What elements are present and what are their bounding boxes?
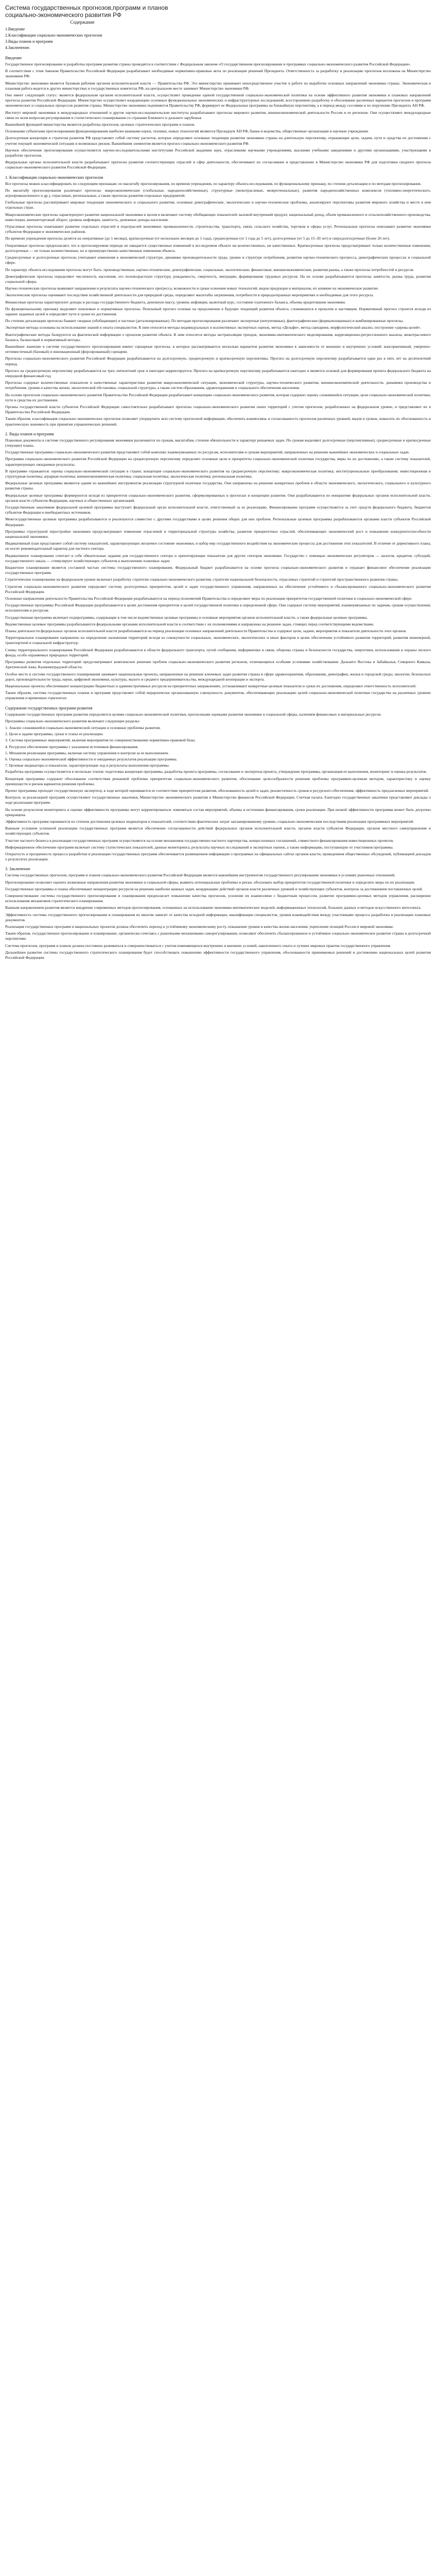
paragraph: Индикативное планирование сочетает в себе обязательные задания для государственного сектора и ориентирующие показатели для других секторов экономики. Государство с помощью экономических регуляторов — налогов, кредитов, субсидий, государственного заказа — стимулирует хозяйствующих субъектов к выполнению плановых задач.: [5, 553, 431, 563]
table-of-contents: [5, 26, 431, 51]
paragraph: Важным направлением развития является внедрение современных методов прогнозирования, основанных на использовании экономико-математических моделей, информационных технологий, больших данных и методов искусственного интеллекта.: [5, 905, 422, 910]
paragraph: Индикативный план представляет собой систему показателей, характеризующих желаемое состояние экономики, и набор мер государственного воздействия на экономические процессы для достижения этих показателей. В отличие от директивного плана, он носит рекомендательный характер для частного сектора.: [5, 541, 431, 551]
section-heading: 1. Классификация социально-экономических прогнозов: [5, 175, 103, 180]
paragraph: По степени детализации прогнозы бывают сводные (обобщающие) и частные (детализированные). По методам прогнозирования различают экспертные (интуитивные), фактографические (формализованные) и комбинированные прогнозы.: [5, 318, 404, 324]
paragraph: Содержание государственных программ развития определяется целями социально-экономической политики, прогнозными оценками развития экономики и социальной сферы, наличием финансовых и материальных ресурсов.: [5, 711, 382, 717]
paragraph: 7. Целевые индикаторы и показатели, характеризующие ход и результаты выполнения программы.: [5, 763, 170, 768]
toc-item[interactable]: 3.Виды планов и программ: [5, 39, 53, 44]
paragraph: Прогнозирование позволяет оценить возможные направления развития экономики и социальной сферы, выявить потенциальные проблемы и риски, обосновать выбор приоритетов государственной политики и определить меры по их реализации.: [5, 879, 415, 885]
paragraph: Государственная программа включает подпрограммы, содержащие в том числе ведомственные целевые программы и основные мероприятия органов исполнительной власти, а также федеральные целевые программы.: [5, 615, 368, 620]
paragraph: Важным условием успешной реализации государственных программ является обеспечение согласованности действий федеральных органов исполнительной власти, органов власти субъектов Федерации, органов местного самоуправления и хозяйствующих субъектов.: [5, 826, 431, 836]
paragraph: Макроэкономические прогнозы характеризуют развитие национальной экономики в целом и включают систему обобщающих показателей: валовой внутренний продукт, национальный доход, объем промышленного и сельскохозяйственного производства, инвестиции, внешнеторговый оборот, уровень инфляции, занятость, денежные доходы населения.: [5, 212, 431, 222]
paragraph: Проект программы проходит государственную экспертизу, в ходе которой оцениваются ее соответствие приоритетам развития, обоснованность целей и задач, реалистичность сроков и ресурсного обеспечения, эффективность предлагаемых мероприятий.: [5, 788, 429, 793]
paragraph: Важнейшей функцией министерства является разработка прогнозов, целевых стратегических программ и планов.: [5, 122, 195, 127]
section-heading: Содержание государственных программ развития: [5, 705, 93, 710]
document-section: [5, 175, 431, 427]
paragraph: 1. Анализ сложившейся социально-экономической ситуации и основные проблемы развития.: [5, 725, 161, 730]
paragraph: Государственные программы социально-экономического развития представляют собой комплекс взаимоувязанных по ресурсам, исполнителям и срокам мероприятий, направленных на решение важнейших экономических и социальных задач.: [5, 450, 410, 455]
paragraph: Государственные программы Российской Федерации разрабатываются в целях достижения приоритетов и целей государственной политики в определенной сфере. Они содержат систему мероприятий, взаимоувязанных по задачам, срокам осуществления, исполнителям и ресурсам.: [5, 603, 431, 613]
paragraph: Федеральные целевые программы являются одним из важнейших инструментов реализации структурной политики государства. Они направлены на решение конкретных проблем в области экономического, экологического, социального и культурного развития страны.: [5, 481, 431, 491]
paragraph: Научное обеспечение прогнозирования осуществляется научно-исследовательскими институтами Российской академии наук, отраслевыми научными учреждениями, высшими учебными заведениями и другими организациями, участвующими в разработке прогнозов.: [5, 147, 431, 158]
paragraph: Планы деятельности федеральных органов исполнительной власти разрабатываются на период реализации основных направлений деятельности Правительства и содержат цели, задачи, мероприятия и показатели деятельности этих органов.: [5, 629, 407, 634]
paragraph: Все прогнозы можно классифицировать по следующим признакам: по масштабу прогнозирования, по времени упреждения, по характеру объекта исследования, по функциональному признаку, по степени детализации и по методам прогнозирования.: [5, 181, 422, 186]
paragraph: 2. Цели и задачи программы, сроки и этапы ее реализации.: [5, 732, 103, 737]
paragraph: Национальные проекты обеспечивают концентрацию бюджетных и административных ресурсов на приоритетных направлениях, устанавливают конкретные целевые показатели и сроки их достижения, определяют ответственность исполнителей.: [5, 683, 417, 688]
toc-item[interactable]: 2.Классификация социально-экономических прогнозов: [5, 33, 102, 38]
paragraph: Основные направления деятельности Правительства Российской Федерации разрабатываются на период полномочий Правительства и определяют меры по реализации приоритетов государственной политики в социально-экономической сфере.: [5, 596, 412, 601]
paragraph: На основе результатов мониторинга и оценки эффективности программы могут корректироваться: изменяться состав мероприятий, объемы и источники финансирования, сроки реализации. При низкой эффективности программа может быть досрочно прекращена.: [5, 807, 431, 817]
document-section: [5, 431, 431, 701]
paragraph: Органы государственной власти субъектов Российской Федерации самостоятельно разрабатывают прогнозы социально-экономического развития своих территорий с учетом прогнозов, разработанных на федеральном уровне, и представляют их в Правительство Российской Федерации.: [5, 404, 431, 415]
paragraph: Контроль за реализацией программ осуществляют государственные заказчики, Министерство экономического развития и Министерство финансов Российской Федерации, Счетная палата. Ежегодно государственные заказчики представляют доклады о ходе реализации программ.: [5, 795, 431, 805]
paragraph: Таким образом, классификация социально-экономических прогнозов позволяет упорядочить всю систему прогнозной информации, обеспечить взаимосвязь и согласованность прогнозов различных уровней, видов и сроков, повысить их обоснованность и практическую значимость при принятии управленческих решений.: [5, 416, 431, 427]
paragraph: Стратегическое планирование на федеральном уровне включает разработку стратегии социально-экономического развития, стратегии национальной безопасности, отраслевых стратегий и стратегий пространственного развития страны.: [5, 577, 398, 582]
document-title: Система государственных прогнозов,программ и планов социально-экономического развития РФ: [5, 4, 168, 19]
paragraph: На основе прогнозов социально-экономического развития Правительство Российской Федерации разрабатывает концепцию социально-экономического развития, которая содержит оценку сложившейся ситуации, цели социально-экономической политики, пути и средства их достижения.: [5, 392, 431, 402]
document-section: [5, 55, 431, 171]
paragraph: В программе отражаются: оценка социально-экономической ситуации в стране; концепция социально-экономического развития на среднесрочную перспективу; макроэкономическая политика; институциональные преобразования; инвестиционная и структурная политика; аграрная политика; внешнеэкономическая политика; социальная политика; экологическая политика; региональная политика.: [5, 468, 431, 479]
paragraph: Программы структурной перестройки экономики предусматривают изменение отраслевой и территориальной структуры хозяйства, развитие приоритетных отраслей, обеспечивающих экономический рост и повышение конкурентоспособности национальной экономики.: [5, 529, 431, 539]
paragraph: Стратегия социально-экономического развития определяет систему долгосрочных приоритетов, целей и задач государственного управления, направленных на обеспечение устойчивого и сбалансированного социально-экономического развития Российской Федерации.: [5, 584, 431, 594]
paragraph: Прогнозы содержат количественные показатели и качественные характеристики развития макроэкономической ситуации, экономической структуры, научно-технического развития, внешнеэкономической деятельности, динамики производства и потребления, уровня и качества жизни, экологической обстановки, социальной структуры, а также систем образования, здравоохранения и социального обеспечения населения.: [5, 380, 431, 391]
paragraph: Программы развития отдельных территорий предусматривают комплексное решение проблем социально-экономического развития регионов, отличающихся особыми условиями хозяйствования: Дальнего Востока и Забайкалья, Северного Кавказа, Арктической зоны, Калининградской области.: [5, 659, 431, 670]
paragraph: По функциональному признаку выделяют поисковые и нормативные прогнозы. Поисковый прогноз основан на продолжении в будущее тенденций развития объекта, сложившихся в прошлом и настоящем. Нормативный прогноз строится исходя из заранее заданных целей и определяет пути и сроки их достижения.: [5, 306, 431, 316]
paragraph: Реализация государственных программ и национальных проектов должна обеспечить переход к устойчивому экономическому росту, повышение уровня и качества жизни населения, укрепление позиций России в мировой экономике.: [5, 924, 394, 929]
paragraph: По времени упреждения прогнозы делятся на оперативные (до 1 месяца), краткосрочные (от нескольких месяцев до 1 года), среднесрочные (от 1 года до 5 лет), долгосрочные (от 5 до 15–20 лет) и сверхдолгосрочные (более 20 лет).: [5, 236, 390, 241]
paragraph: Разработка программы осуществляется в несколько этапов: подготовка концепции программы, разработка проекта программы, согласование и экспертиза проекта, утверждение программы, организация ее выполнения, мониторинг и оценка результатов.: [5, 769, 427, 774]
section-heading: Введение: [5, 56, 22, 60]
paragraph: Таким образом, государственное прогнозирование и планирование, органически сочетаясь с рыночными механизмами саморегулирования, позволяют обеспечить сбалансированное и устойчивое социально-экономическое развитие страны в долгосрочной перспективе.: [5, 931, 431, 941]
section-heading: 2. Виды планов и программ: [5, 431, 54, 436]
paragraph: Отраслевые прогнозы охватывают развитие отдельных отраслей и подотраслей экономики: промышленности, строительства, транспорта, связи, сельского хозяйства, торговли и сферы услуг. Региональные прогнозы описывают развитие экономики субъектов Федерации и экономических районов.: [5, 224, 431, 234]
paragraph: Совершенствование системы государственного прогнозирования и планирования предполагает повышение качества прогнозов, усиление их взаимосвязи с бюджетным процессом, развитие программно-целевых методов управления, расширение использования механизмов стратегического планирования.: [5, 893, 431, 904]
paragraph: Таким образом, система государственных планов и программ представляет собой иерархически организованную совокупность документов, обеспечивающих реализацию целей социально-экономической политики государства на различных уровнях управления и временных горизонтах.: [5, 690, 431, 701]
paragraph: Фактографические методы базируются на фактической информации о прошлом развитии объекта. К ним относятся методы экстраполяции трендов, экономико-математического моделирования, корреляционно-регрессионного анализа, межотраслевого баланса, балансовый и нормативный методы.: [5, 332, 431, 342]
paragraph: Межгосударственные целевые программы разрабатываются и реализуются совместно с другими государствами в целях решения общих для них проблем. Региональные целевые программы разрабатываются органами власти субъектов Российской Федерации.: [5, 517, 431, 527]
toc-heading: Содержание: [70, 20, 95, 25]
paragraph: Основными субъектами прогнозирования функционирования наиболее важными науки, техники, новых технологий являются Президиум АН РФ, банки и ведомства, общественные организации и научные учреждения.: [5, 129, 369, 134]
paragraph: Концепция программы содержит обоснование соответствия решаемой проблемы приоритетам социально-экономического развития, обоснование целесообразности решения проблемы программно-целевым методом, характеристику и оценку преимуществ и рисков вариантов решения проблемы.: [5, 776, 431, 786]
paragraph: Программы социально-экономического развития включают следующие разделы:: [5, 718, 140, 723]
paragraph: Схемы территориального планирования Российской Федерации разрабатываются в области федерального транспорта, путей сообщения, информатики и связи, обороны страны и безопасности государства, энергетики, использования и охраны лесного фонда, особо охраняемых природных территорий.: [5, 647, 431, 657]
paragraph: Демографические прогнозы определяют численность населения, его половозрастную структуру, рождаемость, смертность, миграцию, формирование трудовых ресурсов. На их основе разрабатываются прогнозы занятости, рынка труда, развития социальной сферы.: [5, 274, 431, 284]
paragraph: Плановые документы в системе государственного регулирования экономики различаются по срокам, масштабам, степени обязательности и характеру решаемых задач. По срокам выделяют долгосрочные (перспективные), среднесрочные и краткосрочные (текущие) планы.: [5, 437, 431, 448]
paragraph: Министерство экономики является базовым рабочим органом исполнительной власти — Правительства РФ. Это министерство принимает непосредственное участие в работе по выработке основных направлений экономики страны. Экономическая и плановая работа ведется в других министерствах и государственных комитетах РФ, на центральном месте занимает Министерство экономики РФ.: [5, 80, 431, 91]
section-heading: 3. Заключение: [5, 867, 30, 872]
paragraph: Ведомственные целевые программы разрабатываются федеральными органами исполнительной власти в соответствии с их полномочиями и направлены на решение задач, стоящих перед соответствующими ведомствами.: [5, 621, 374, 626]
paragraph: Бюджетное планирование является составной частью системы государственного планирования. Федеральный бюджет разрабатывается на основе прогноза социально-экономического развития и отражает финансовое обеспечение реализации государственных программ.: [5, 565, 431, 575]
paragraph: Государственным заказчиком федеральной целевой программы выступает федеральный орган исполнительной власти, ответственный за ее реализацию. Финансирование программ осуществляется за счет средств федерального бюджета, бюджетов субъектов Федерации и внебюджетных источников.: [5, 505, 431, 515]
paragraph: По характеру объекта исследования прогнозы могут быть: производственные, научно-технические, демографические, социальные, экологические, финансовые, внешнеэкономические, развития рынка, а также прогнозы потребностей и ресурсов.: [5, 267, 414, 272]
toc-item[interactable]: 1.Введение: [5, 27, 25, 31]
document-section: [5, 866, 431, 960]
paragraph: Государственное прогнозирование и разработка программ развития страны проводятся в соответствии с Федеральным законом «О государственном прогнозировании и программах социально-экономического развития Российской Федерации».: [5, 62, 411, 66]
paragraph: Долгосрочная концепция и стратегия развития РФ представляет собой систему расчетов, которые определяют основные тенденции развития экономики страны на длительную перспективу, отражающие цели, задачи, пути и средства их достижения с учетом текущей экономической ситуации и возможных рисков. Важнейшим элементом является прогноз социально-экономического развития РФ.: [5, 135, 431, 146]
paragraph: Глобальные прогнозы рассматривают мировые тенденции экономического и социального развития, основные демографические, экологические и научно-технические проблемы, анализируют перспективы развития мирового хозяйства и место в нем отдельных стран.: [5, 200, 431, 210]
paragraph: 4. Ресурсное обеспечение программы с указанием источников финансирования.: [5, 744, 138, 749]
paragraph: Программа социально-экономического развития Российской Федерации на среднесрочную перспективу определяет основные цели и приоритеты социально-экономической политики государства, меры по их достижению, а также систему показателей, характеризующих ожидаемые результаты.: [5, 456, 431, 467]
paragraph: Экологические прогнозы оценивают последствия хозяйственной деятельности для природной среды, определяют масштабы загрязнения, потребности в природоохранных мероприятиях и необходимые для этого ресурсы.: [5, 293, 374, 298]
document-section: [5, 705, 431, 862]
paragraph: Система государственных прогнозов, программ и планов социально-экономического развития Российской Федерации является важнейшим инструментом государственного регулирования экономики в условиях рыночных отношений.: [5, 873, 395, 878]
paragraph: Прогнозы социально-экономического развития Российской Федерации разрабатываются на долгосрочную, среднесрочную и краткосрочную перспективы. Прогноз на долгосрочную перспективу разрабатывается один раз в пять лет на десятилетний период.: [5, 356, 431, 366]
paragraph: Открытость и прозрачность процесса разработки и реализации государственных программ обеспечивается размещением информации о программах на официальных сайтах органов власти, проведением общественных обсуждений, публикацией докладов о результатах реализации.: [5, 851, 431, 862]
paragraph: Государственные программы и планы обеспечивают концентрацию ресурсов на решении наиболее важных задач, координацию действий органов власти различных уровней и хозяйствующих субъектов, контроль за достижением поставленных целей.: [5, 886, 423, 891]
paragraph: Информационное обеспечение программ включает систему статистических показателей, данные мониторинга, результаты научных исследований и экспертных оценок, а также информацию, поступающую от участников программы.: [5, 844, 394, 850]
paragraph: Дальнейшее развитие системы государственного стратегического планирования будет способствовать повышению эффективности государственного управления, обоснованности принимаемых решений и достижению национальных целей развития Российской Федерации.: [5, 950, 431, 960]
paragraph: Экспертные методы основаны на использовании знаний и опыта специалистов. К ним относятся методы индивидуальных и коллективных экспертных оценок, метод «Дельфи», метод сценариев, морфологический анализ, построение «дерева целей».: [5, 325, 422, 330]
paragraph: Эффективность программ оценивается по степени достижения целевых индикаторов и показателей, соответствию фактических затрат запланированному уровню, социально-экономическим последствиям реализации программных мероприятий.: [5, 819, 414, 824]
paragraph: Федеральные органы исполнительной власти разрабатывают прогнозы развития соответствующих отраслей и сфер деятельности, обеспечивают их согласование и представление в Министерство экономики РФ для подготовки сводного прогноза социально-экономического развития Российской Федерации.: [5, 160, 431, 170]
paragraph: Институт мировой экономики и международных отношений и другие научно-исследовательские институты разрабатывают прогнозы мирового развития, внешнеэкономической деятельности России и ее регионов. Они осуществляют международные связи по всем вопросам регулирования и статистического планирования со странами Ближнего и дальнего зарубежья.: [5, 110, 431, 120]
paragraph: Среднесрочные и долгосрочные прогнозы учитывают изменения в экономической структуре, динамике производительности труда, уровне и структуре потребления, развитии научно-технического прогресса, демографических процессах и социальной сфере.: [5, 255, 431, 265]
document-page: [0, 0, 436, 972]
paragraph: Особое место в системе государственного планирования занимают национальные проекты, направленные на решение ключевых задач развития страны в сфере здравоохранения, образования, демографии, жилья и городской среды, экологии, безопасных дорог, производительности труда, науки, цифровой экономики, культуры, малого и среднего предпринимательства, международной кооперации и экспорта.: [5, 671, 431, 682]
paragraph: 5. Механизм реализации программы, включая систему управления и контроля за ее выполнением.: [5, 750, 169, 755]
paragraph: 3. Система программных мероприятий, включая мероприятия по совершенствованию нормативно-правовой базы.: [5, 738, 196, 743]
paragraph: Финансовые прогнозы характеризуют доходы и расходы государственного бюджета, денежную массу, уровень инфляции, валютный курс, состояние платежного баланса, объемы кредитования экономики.: [5, 299, 346, 304]
paragraph: Федеральные целевые программы формируются исходя из приоритетов социально-экономического развития, сформулированных в прогнозах и концепции развития. Они разрабатываются по инициативе федеральных органов исполнительной власти, органов власти субъектов Федерации, научных и общественных организаций.: [5, 493, 431, 503]
paragraph: 6. Оценка социально-экономической эффективности и ожидаемых результатов реализации программы.: [5, 756, 178, 761]
paragraph: По масштабу прогнозирования различают прогнозы: макроэкономические (глобальные, народнохозяйственные), структурные (межотраслевые, межрегиональные), развития народнохозяйственных комплексов (топливно-энергетического, агропромышленного и др.), отраслевые, региональные, а также прогнозы развития отдельных предприятий.: [5, 188, 431, 198]
paragraph: Прогноз на среднесрочную перспективу разрабатывается на трех–пятилетний срок и ежегодно корректируется. Прогноз на краткосрочную перспективу разрабатывается ежегодно и является основой для формирования проекта федерального бюджета на очередной финансовый год.: [5, 368, 431, 378]
paragraph: Научно-технические прогнозы выявляют направления и результаты научно-технического прогресса, возможности и сроки освоения новых технологий, видов продукции и материалов, их влияние на экономическое развитие.: [5, 286, 379, 291]
document-body: [5, 55, 431, 960]
paragraph: Система прогнозов, программ и планов должна постоянно развиваться и совершенствоваться с учетом изменяющихся внутренних и внешних условий, накопленного опыта и лучших мировых практик государственного управления.: [5, 943, 391, 948]
paragraph: В соответствии с этим Законом Правительство Российской Федерации разрабатывает необходимые нормативно-правовые акты по реализации решений Президента. Ответственность за разработку и реализацию прогнозов возложена на Министерство экономики РФ.: [5, 69, 431, 79]
paragraph: Важнейшее значение в системе государственного прогнозирования имеют сценарные прогнозы, в которых рассматриваются несколько вариантов развития экономики в зависимости от внешних и внутренних условий: консервативный, умеренно-оптимистичный (базовый) и инновационный (форсированный) сценарии.: [5, 344, 431, 354]
paragraph: Участие частного бизнеса в реализации государственных программ осуществляется на основе механизмов государственно-частного партнерства, концессионных соглашений, совместного финансирования инвестиционных проектов.: [5, 838, 394, 843]
paragraph: Эффективность системы государственного прогнозирования и планирования во многом зависит от качества исходной информации, квалификации специалистов, уровня взаимодействия между участниками процесса разработки и реализации плановых документов.: [5, 912, 431, 922]
paragraph: Территориальное планирование направлено на определение назначения территорий исходя из совокупности социальных, экономических, экологических и иных факторов в целях обеспечения устойчивого развития территорий, развития инженерной, транспортной и социальной инфраструктур.: [5, 635, 431, 646]
paragraph: Оперативные прогнозы предполагают, что в прогнозируемом периоде не ожидается существенных изменений в исследуемом объекте ни количественных, ни качественных. Краткосрочные прогнозы предусматривают только количественные изменения, долгосрочные — не только количественные, но и преимущественно качественные изменения объекта.: [5, 243, 431, 253]
toc-item[interactable]: 4.Заключение.: [5, 45, 30, 50]
paragraph: Оно имеет следующий статус: является федеральным органом исполнительной власти, осуществляет проведение единой государственной социально-экономической политики на основе эффективного развития экономики и плановых направлений прогноза развития Российской Федерации. Министерство осуществляет координацию основных функциональных экономических и инфраструктурных исследований, всестороннюю разработку и обоснование различных вариантов прогнозов и программ экономических и социальных процессов развития страны. Министерство экономики подчиняется Правительству РФ, формирует ее Федеральные программы на ближайшую перспективу, а в период между сессиями и по поручению Президента АН РФ.: [5, 93, 431, 108]
